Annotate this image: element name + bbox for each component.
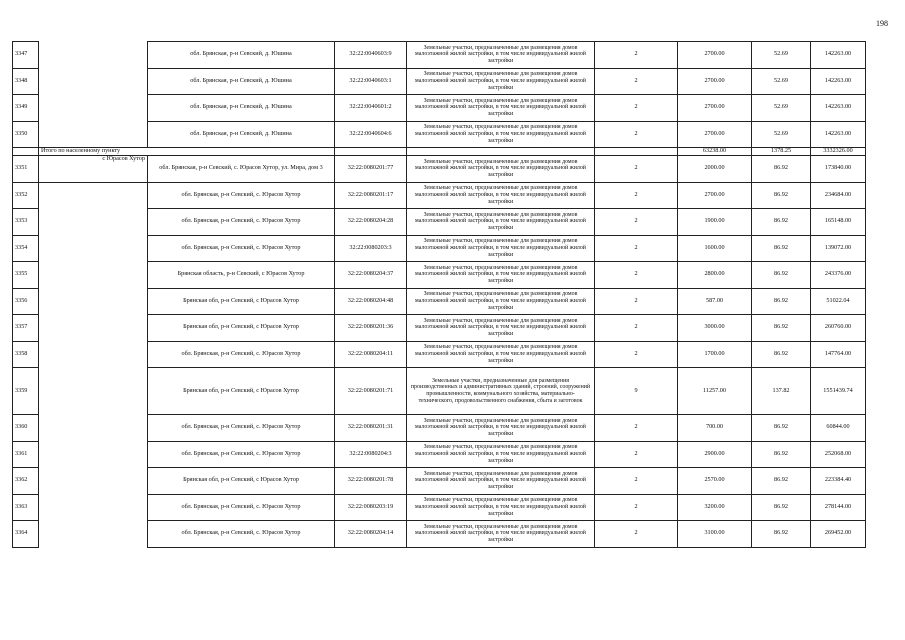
row-address: Брянская обл, р-н Севский, с Юрасов Хутор [148,288,335,315]
total-group-empty [595,148,678,156]
table-row [13,182,866,209]
row-group: 2 [595,95,678,122]
row-cadastral-number: 32:22:0080201:77 [335,156,407,183]
row-land-use-purpose: Земельные участки, предназначенные для размещения домов малоэтажной жилой застройки, в том числе индивидуальной жилой застройки [407,95,595,122]
row-cadastral-value: 269452.00 [811,521,866,548]
row-number: 3357 [13,315,39,342]
row-number: 3362 [13,468,39,495]
row-number: 3350 [13,121,39,148]
row-rate: 86.92 [752,315,811,342]
table-row [13,42,866,69]
row-number: 3363 [13,494,39,521]
table-row [13,441,866,468]
row-land-use-purpose: Земельные участки, предназначенные для размещения домов малоэтажной жилой застройки, в том числе индивидуальной жилой застройки [407,288,595,315]
row-land-use-purpose: Земельные участки, предназначенные для размещения домов малоэтажной жилой застройки, в том числе индивидуальной жилой застройки [407,209,595,236]
row-blank [39,95,148,122]
row-land-use-purpose: Земельные участки, предназначенные для размещения домов малоэтажной жилой застройки, в том числе индивидуальной жилой застройки [407,262,595,289]
row-cadastral-value: 142263.00 [811,121,866,148]
settlement-name: с Юрасов Хутор [39,156,148,183]
row-cadastral-number: 32:22:0080204:14 [335,521,407,548]
row-blank [39,209,148,236]
row-address: обл. Брянская, р-н Севский, с. Юрасов Хутор, ул. Мира, дом 3 [148,156,335,183]
row-address: обл. Брянская, р-н Севский, с. Юрасов Хутор [148,209,335,236]
row-rate: 86.92 [752,182,811,209]
row-address: обл. Брянская, р-н Севский, с. Юрасов Хутор [148,441,335,468]
row-blank [39,42,148,69]
row-cadastral-number: 32:22:0080204:37 [335,262,407,289]
row-address: обл. Брянская, р-н Севский, д. Юшина [148,68,335,95]
row-blank [39,368,148,415]
row-cadastral-number: 32:22:0080201:78 [335,468,407,495]
row-land-use-purpose: Земельные участки, предназначенные для размещения домов малоэтажной жилой застройки, в том числе индивидуальной жилой застройки [407,121,595,148]
row-number: 3364 [13,521,39,548]
row-number: 3347 [13,42,39,69]
row-address: обл. Брянская, р-н Севский, с. Юрасов Хутор [148,182,335,209]
table-row [13,156,866,183]
row-cadastral-value: 234684.00 [811,182,866,209]
table-row [13,262,866,289]
table-row [13,209,866,236]
row-number: 3349 [13,95,39,122]
row-address: обл. Брянская, р-н Севский, с. Юрасов Хутор [148,494,335,521]
row-land-use-purpose: Земельные участки, предназначенные для размещения домов малоэтажной жилой застройки, в том числе индивидуальной жилой застройки [407,494,595,521]
row-area: 2700.00 [678,182,752,209]
row-area: 1900.00 [678,209,752,236]
row-rate: 86.92 [752,521,811,548]
row-blank [39,494,148,521]
row-group: 2 [595,441,678,468]
row-cadastral-value: 142263.00 [811,95,866,122]
rows-group-yushina [13,42,866,148]
row-land-use-purpose: Земельные участки, предназначенные для размещения домов малоэтажной жилой застройки, в том числе индивидуальной жилой застройки [407,341,595,368]
row-rate: 86.92 [752,468,811,495]
row-blank [39,468,148,495]
row-rate: 86.92 [752,494,811,521]
row-address: обл. Брянская, р-н Севский, с. Юрасов Хутор [148,415,335,442]
row-blank [39,441,148,468]
row-address: обл. Брянская, р-н Севский, д. Юшина [148,95,335,122]
row-number: 3353 [13,209,39,236]
total-cadastral-empty [335,148,407,156]
row-address: обл. Брянская, р-н Севский, д. Юшина [148,42,335,69]
row-number: 3358 [13,341,39,368]
row-number: 3348 [13,68,39,95]
row-group: 2 [595,209,678,236]
row-land-use-purpose: Земельные участки, предназначенные для размещения домов малоэтажной жилой застройки, в том числе индивидуальной жилой застройки [407,68,595,95]
row-group: 2 [595,156,678,183]
row-rate: 86.92 [752,415,811,442]
row-area: 3200.00 [678,494,752,521]
table-row [13,235,866,262]
row-area: 2800.00 [678,262,752,289]
row-number: 3359 [13,368,39,415]
row-rate: 86.92 [752,235,811,262]
row-cadastral-number: 32:22:0080201:31 [335,415,407,442]
row-land-use-purpose: Земельные участки, предназначенные для размещения домов малоэтажной жилой застройки, в том числе индивидуальной жилой застройки [407,156,595,183]
row-land-use-purpose: Земельные участки, предназначенные для размещения домов малоэтажной жилой застройки, в том числе индивидуальной жилой застройки [407,441,595,468]
row-rate: 52.69 [752,121,811,148]
row-area: 2700.00 [678,121,752,148]
row-cadastral-value: 165148.00 [811,209,866,236]
row-cadastral-number: 32:22:0040604:6 [335,121,407,148]
rows-group-yurasov-khutor [13,182,866,547]
row-blank [39,341,148,368]
row-group: 2 [595,468,678,495]
row-blank [39,235,148,262]
table-row [13,341,866,368]
row-area: 2000.00 [678,156,752,183]
table-row [13,288,866,315]
row-rate: 137.82 [752,368,811,415]
row-number: 3360 [13,415,39,442]
row-land-use-purpose: Земельные участки, предназначенные для размещения домов малоэтажной жилой застройки, в том числе индивидуальной жилой застройки [407,182,595,209]
row-area: 587.00 [678,288,752,315]
row-rate: 86.92 [752,441,811,468]
row-cadastral-value: 51022.04 [811,288,866,315]
total-spacer [13,148,39,156]
table-row [13,95,866,122]
row-area: 3000.00 [678,315,752,342]
row-cadastral-value: 173840.00 [811,156,866,183]
row-group: 2 [595,121,678,148]
row-address: обл. Брянская, р-н Севский, с. Юрасов Хутор [148,341,335,368]
row-cadastral-number: 32:22:0040603:9 [335,42,407,69]
row-address: Брянская обл, р-н Севский, с Юрасов Хутор [148,468,335,495]
settlement-total-group [13,148,866,183]
row-rate: 52.69 [752,95,811,122]
row-number: 3361 [13,441,39,468]
table-row [13,415,866,442]
row-group: 2 [595,415,678,442]
row-group: 9 [595,368,678,415]
row-blank [39,315,148,342]
row-cadastral-value: 278144.00 [811,494,866,521]
row-address: обл. Брянская, р-н Севский, с. Юрасов Хутор [148,521,335,548]
row-cadastral-value: 223384.40 [811,468,866,495]
row-cadastral-number: 32:22:0080203:19 [335,494,407,521]
total-rate: 1378.25 [752,148,811,156]
page-number: 198 [876,19,888,28]
row-cadastral-number: 32:22:0080204:48 [335,288,407,315]
row-group: 2 [595,341,678,368]
row-area: 2700.00 [678,95,752,122]
row-land-use-purpose: Земельные участки, предназначенные для размещения домов малоэтажной жилой застройки, в том числе индивидуальной жилой застройки [407,42,595,69]
row-land-use-purpose: Земельные участки, предназначенные для размещения домов малоэтажной жилой застройки, в том числе индивидуальной жилой застройки [407,468,595,495]
row-rate: 86.92 [752,156,811,183]
row-area: 700.00 [678,415,752,442]
settlement-total-row [13,148,866,156]
row-area: 2900.00 [678,441,752,468]
table-row [13,521,866,548]
row-blank [39,68,148,95]
row-area: 1700.00 [678,341,752,368]
row-blank [39,121,148,148]
row-cadastral-value: 252068.00 [811,441,866,468]
row-rate: 86.92 [752,209,811,236]
row-land-use-purpose: Земельные участки, предназначенные для размещения домов малоэтажной жилой застройки, в том числе индивидуальной жилой застройки [407,521,595,548]
row-number: 3355 [13,262,39,289]
row-number: 3354 [13,235,39,262]
row-cadastral-value: 139072.00 [811,235,866,262]
table-row [13,494,866,521]
row-rate: 86.92 [752,341,811,368]
row-number: 3352 [13,182,39,209]
row-address: обл. Брянская, р-н Севский, с. Юрасов Хутор [148,235,335,262]
table-row [13,315,866,342]
row-rate: 86.92 [752,288,811,315]
row-cadastral-number: 32:22:0080204:3 [335,441,407,468]
total-purpose-empty [407,148,595,156]
row-blank [39,521,148,548]
row-group: 2 [595,182,678,209]
row-rate: 52.69 [752,42,811,69]
row-area: 11257.00 [678,368,752,415]
row-land-use-purpose: Земельные участки, предназначенные для размещения домов малоэтажной жилой застройки, в том числе индивидуальной жилой застройки [407,415,595,442]
row-cadastral-number: 32:22:0080204:11 [335,341,407,368]
row-rate: 52.69 [752,68,811,95]
total-value: 3332326.00 [811,148,866,156]
row-cadastral-value: 1551439.74 [811,368,866,415]
row-land-use-purpose: Земельные участки, предназначенные для размещения производственных и административных зданий, строений, сооружений промышленности, коммунального хозяйства, материально-технического, продовольственного снабжения, сбыта и заготовок [407,368,595,415]
row-cadastral-value: 243376.00 [811,262,866,289]
row-address: обл. Брянская, р-н Севский, д. Юшина [148,121,335,148]
row-cadastral-value: 142263.00 [811,68,866,95]
row-group: 2 [595,235,678,262]
row-cadastral-number: 32:22:0080201:36 [335,315,407,342]
row-cadastral-number: 32:22:0080201:17 [335,182,407,209]
row-rate: 86.92 [752,262,811,289]
row-group: 2 [595,262,678,289]
row-blank [39,288,148,315]
row-number: 3351 [13,156,39,183]
row-cadastral-number: 32:22:0080201:71 [335,368,407,415]
row-address: Брянская обл, р-н Севский, с Юрасов Хутор [148,315,335,342]
row-land-use-purpose: Земельные участки, предназначенные для размещения домов малоэтажной жилой застройки, в том числе индивидуальной жилой застройки [407,235,595,262]
row-group: 2 [595,315,678,342]
row-area: 2570.00 [678,468,752,495]
row-blank [39,262,148,289]
row-area: 1600.00 [678,235,752,262]
table-row [13,68,866,95]
row-cadastral-number: 32:22:0080203:3 [335,235,407,262]
row-cadastral-value: 60844.00 [811,415,866,442]
row-area: 3100.00 [678,521,752,548]
total-area: 63238.00 [678,148,752,156]
table-row [13,468,866,495]
table-row [13,121,866,148]
row-cadastral-number: 32:22:0040603:1 [335,68,407,95]
row-group: 2 [595,68,678,95]
row-address: Брянская обл, р-н Севский, с Юрасов Хутор [148,368,335,415]
row-cadastral-value: 260760.00 [811,315,866,342]
row-group: 2 [595,42,678,69]
row-group: 2 [595,494,678,521]
table-row [13,368,866,415]
row-blank [39,182,148,209]
row-cadastral-value: 147764.00 [811,341,866,368]
row-cadastral-number: 32:22:0080204:28 [335,209,407,236]
row-area: 2700.00 [678,42,752,69]
row-area: 2700.00 [678,68,752,95]
row-group: 2 [595,288,678,315]
row-address: Брянская область, р-н Севский, с Юрасов Хутор [148,262,335,289]
cadastral-valuation-table [12,41,866,548]
total-label: Итого по населенному пункту [39,148,335,156]
row-cadastral-number: 32:22:0040601:2 [335,95,407,122]
row-group: 2 [595,521,678,548]
row-land-use-purpose: Земельные участки, предназначенные для размещения домов малоэтажной жилой застройки, в том числе индивидуальной жилой застройки [407,315,595,342]
row-cadastral-value: 142263.00 [811,42,866,69]
row-blank [39,415,148,442]
row-number: 3356 [13,288,39,315]
